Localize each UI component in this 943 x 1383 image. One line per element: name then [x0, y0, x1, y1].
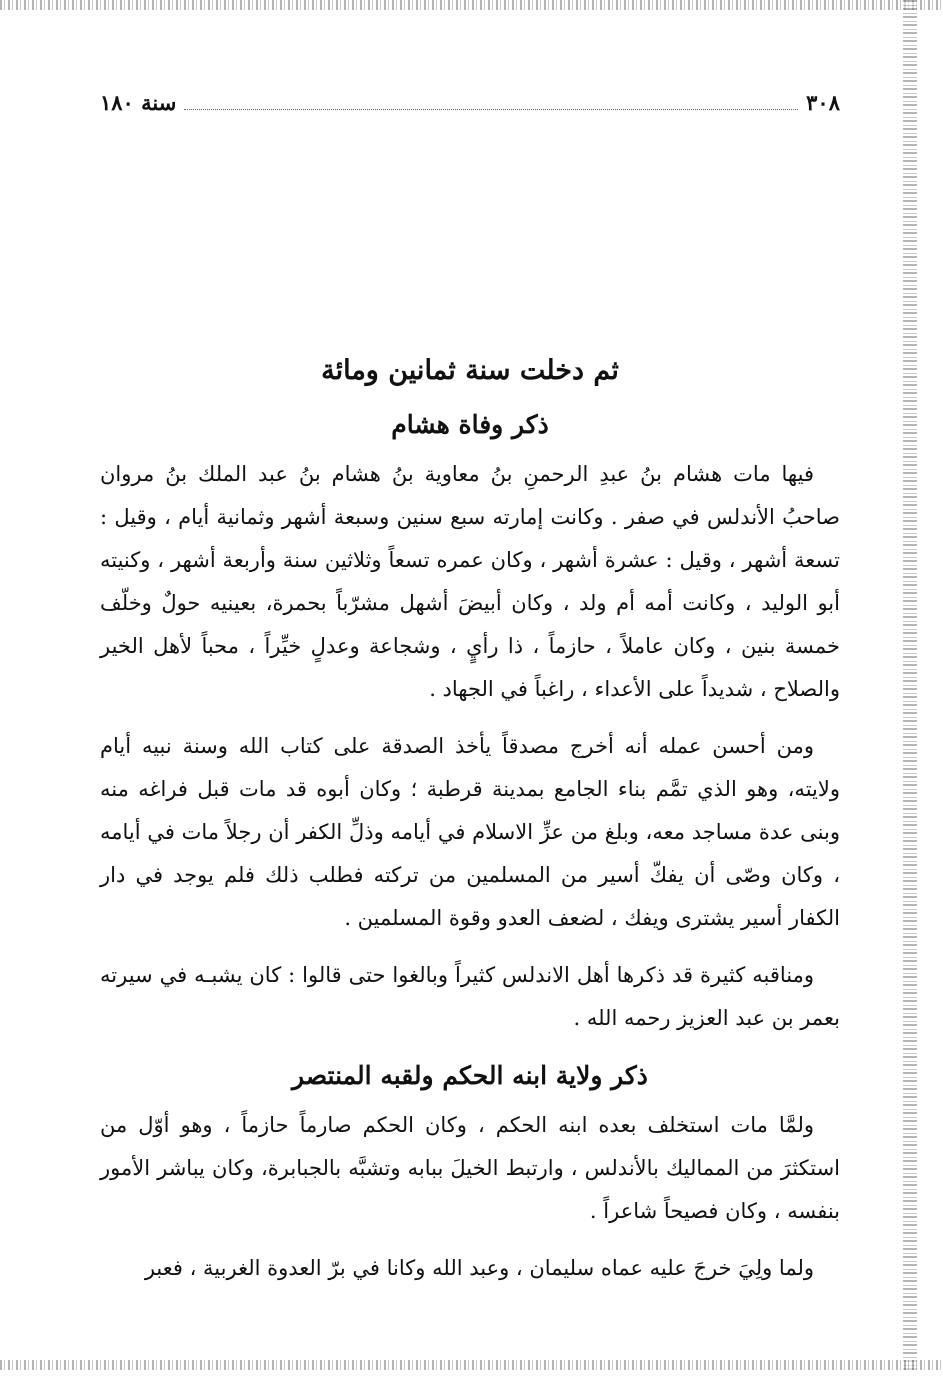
leader-dots: [184, 95, 798, 110]
decorative-border-bottom: [0, 1360, 943, 1370]
paragraph: ولمَّا مات استخلف بعده ابنه الحكم ، وكان الحكم صارماً حازماً ، وهو أوّل من استكثرَ من المماليك بالأندلس ، وارتبط الخيلَ ببابه وتشبَّه بالجبابرة، وكان يباشر الأمور بنفسه ، وكان فصيحاً شاعراً .: [100, 1113, 840, 1223]
decorative-border-right: [903, 0, 917, 1370]
decorative-border-top: [0, 0, 943, 10]
sub-heading: ذكر وفاة هشام: [391, 410, 549, 439]
paragraph: فيها مات هشام بنُ عبدِ الرحمنِ بنُ معاوية بنُ هشام بنُ عبد الملك بنُ مروان صاحبُ الأندلس في صفر . وكانت إمارته سبع سنين وسبعة أشهر وثمانية أيام ، وقيل : تسعة أشهر ، وقيل : عشرة أشهر ، وكان عمره تسعاً وثلاثين سنة وأربعة أشهر ، وكنيته أبو الوليد ، وكانت أمه أم ولد ، وكان أبيضَ أشهل مشرّباً بحمرة، بعينيه حولٌ وخلّف خمسة بنين ، وكان عاملاً ، حازماً ، ذا رأيٍ ، وشجاعة وعدلٍ خيِّراً ، محباً لأهل الخير والصلاح ، شديداً على الأعداء ، راغباً في الجهاد .: [100, 462, 840, 701]
book-page: [100, 90, 840, 1290]
year-label: سنة ١٨٠: [100, 90, 177, 115]
page-number: ٣٠٨: [806, 90, 840, 115]
paragraph: ولما ولِيَ خرجَ عليه عماه سليمان ، وعبد الله وكانا في برّ العدوة الغربية ، فعبر: [144, 1256, 814, 1280]
section-heading: ذكر ولاية ابنه الحكم ولقبه المنتصر: [292, 1061, 648, 1090]
running-head: [100, 90, 840, 130]
paragraph: ومن أحسن عمله أنه أخرج مصدقاً يأخذ الصدقة على كتاب الله وسنة نبيه أيام ولايته، وهو الذي تمَّم بناء الجامع بمدينة قرطبة ؛ وكان أبوه قد مات قبل فراغه منه وبنى عدة مساجد معه، وبلغ من عزِّ الاسلام في أيامه وذلِّ الكفر أن رجلاً مات في أيامه ، وكان وصّى أن يفكّ أسير من المسلمين من تركته فطلب ذلك فلم يوجد في دار الكفار أسير يشترى ويفك ، لضعف العدو وقوة المسلمين .: [100, 734, 840, 930]
main-heading: ثم دخلت سنة ثمانين ومائة: [321, 355, 619, 386]
paragraph: ومناقبه كثيرة قد ذكرها أهل الاندلس كثيراً وبالغوا حتى قالوا : كان يشبـه في سيرته بعمر بن عبد العزيز رحمه الله .: [100, 963, 840, 1030]
